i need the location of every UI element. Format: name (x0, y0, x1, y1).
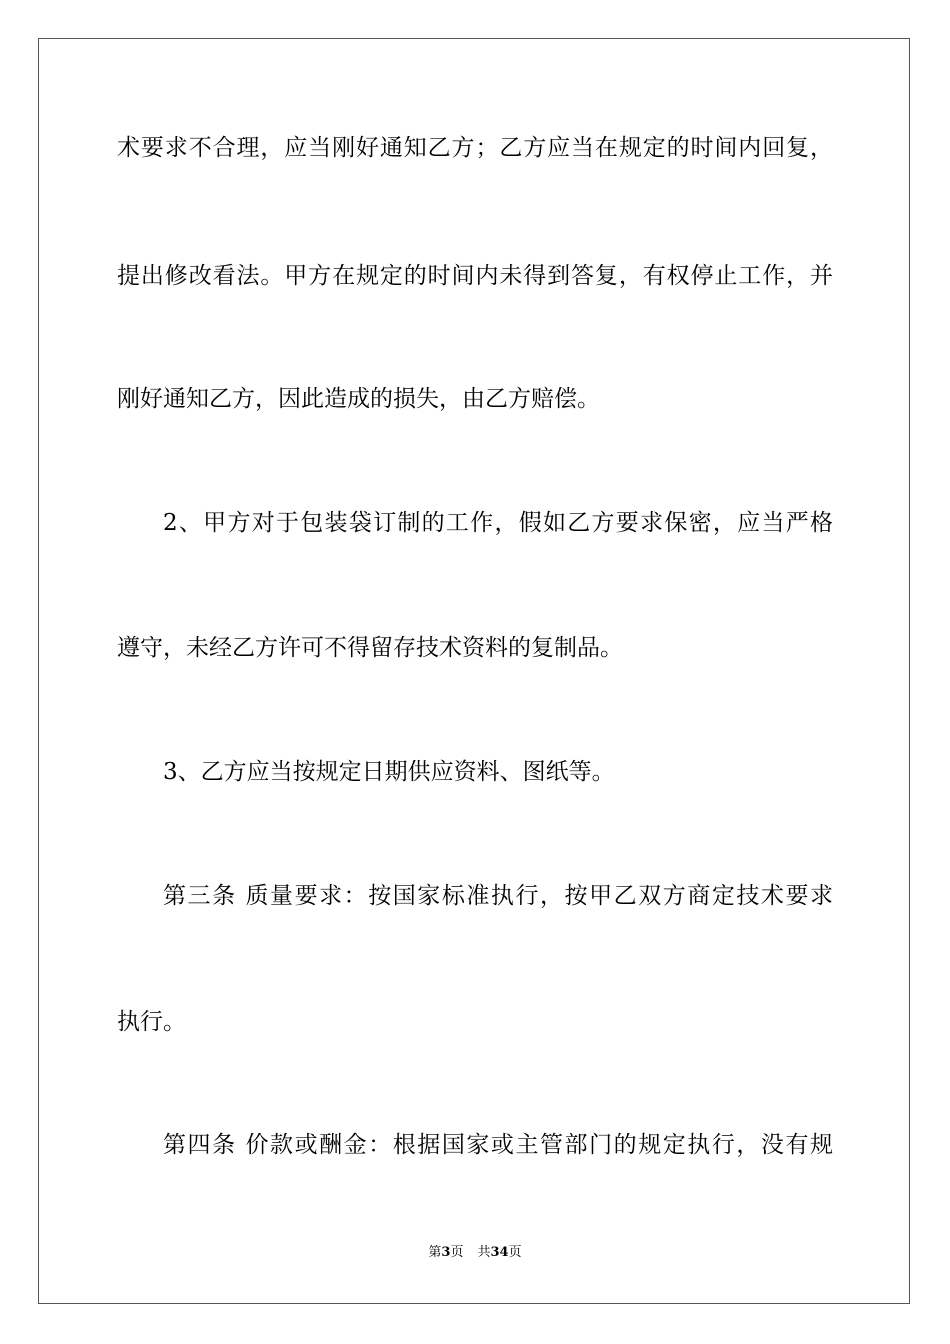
total-suffix: 页 (508, 1245, 522, 1260)
article-3-line: 执行。 (117, 1009, 186, 1035)
paragraph-2-line: 2、甲方对于包装袋订制的工作，假如乙方要求保密，应当严格 (163, 510, 833, 536)
body-text-line: 术要求不合理，应当刚好通知乙方；乙方应当在规定的时间内回复， (117, 135, 833, 161)
paragraph-3-line: 3、乙方应当按规定日期供应资料、图纸等。 (163, 759, 615, 785)
page-footer (0, 1245, 950, 1261)
body-text-line: 提出修改看法。甲方在规定的时间内未得到答复，有权停止工作，并 (117, 263, 833, 289)
article-4-line: 第四条 价款或酬金：根据国家或主管部门的规定执行，没有规 (163, 1132, 833, 1158)
page-suffix: 页 (450, 1245, 464, 1260)
page-border (38, 38, 910, 1304)
total-prefix: 共 (477, 1245, 491, 1260)
total-pages: 34 (490, 1245, 509, 1260)
body-text-line: 刚好通知乙方，因此造成的损失，由乙方赔偿。 (117, 386, 600, 412)
page-number: 3 (441, 1245, 451, 1260)
page-prefix: 第 (428, 1245, 442, 1260)
paragraph-2-line: 遵守，未经乙方许可不得留存技术资料的复制品。 (117, 635, 623, 661)
article-3-line: 第三条 质量要求：按国家标准执行，按甲乙双方商定技术要求 (163, 883, 833, 909)
